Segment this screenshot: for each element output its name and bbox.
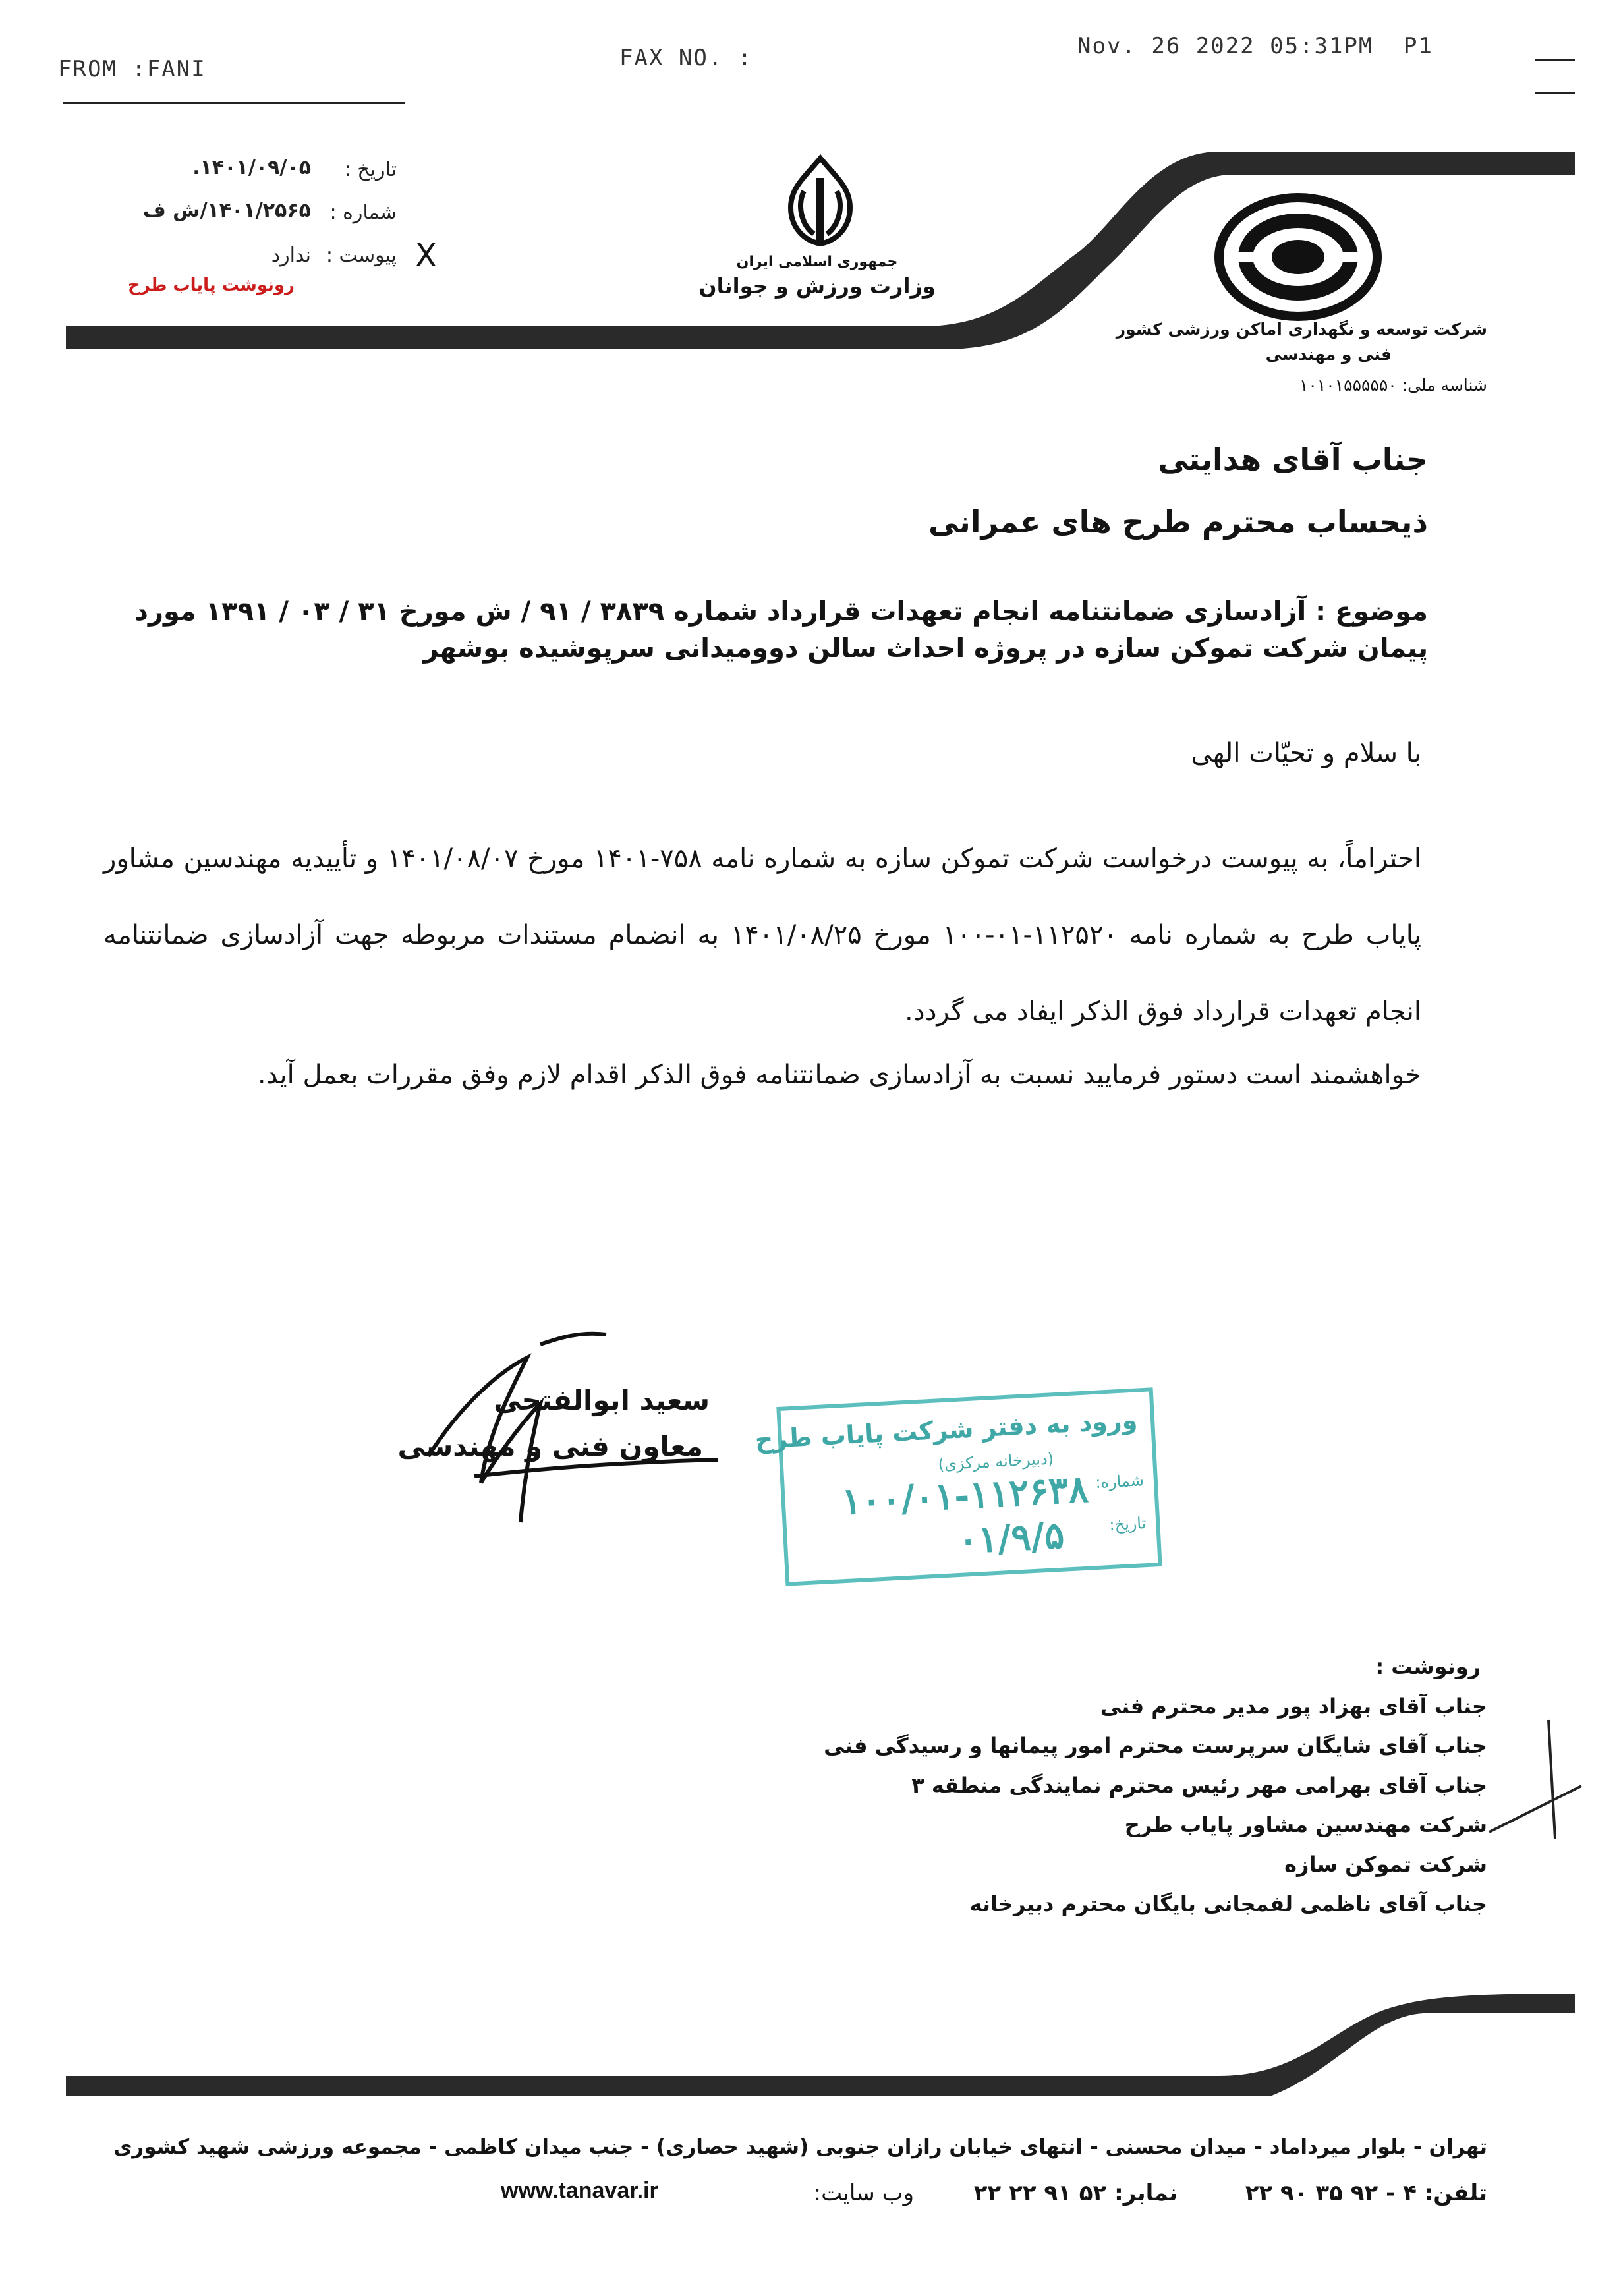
margin-mark — [1535, 92, 1575, 94]
footer-wave-band — [66, 1990, 1575, 2102]
margin-check-mark-icon — [1483, 1713, 1588, 1845]
number-label: شماره : — [329, 201, 397, 224]
stamp-title: ورود به دفتر شرکت پایاب طرح — [754, 1405, 1139, 1454]
date-label: تاریخ : — [344, 158, 397, 181]
cc-heading: رونوشت : — [1375, 1654, 1481, 1679]
ministry-line1: جمهوری اسلامی ایران — [736, 254, 898, 270]
signer-name: سعید ابوالفتحی — [494, 1384, 710, 1416]
copy-note: رونوشت پایاب طرح — [128, 275, 295, 295]
cc-item: شرکت تموکن سازه — [1284, 1852, 1487, 1877]
company-division: فنی و مهندسی — [1265, 345, 1392, 364]
footer-address: تهران - بلوار میرداماد - میدان محسنی - انتهای خیابان رازان جنوبی (شهید حصاری) - جنب میدان کاظمی - مجموعه ورزشی شهید کشوری — [113, 2135, 1487, 2159]
iran-emblem-icon — [768, 152, 873, 250]
cc-item: شرکت مهندسین مشاور پایاب طرح — [1124, 1812, 1487, 1837]
paragraph-request: خواهشمند است دستور فرمایید نسبت به آزادسازی ضمانتنامه فوق الذکر اقدام لازم وفق مقررات بعمل آید. — [257, 1060, 1421, 1090]
stamp-date-value: ۰۱/۹/۵ — [957, 1513, 1065, 1563]
addressee-title: ذیحساب محترم طرح های عمرانی — [928, 504, 1428, 540]
footer-phone: تلفن: ۴ - ۹۲ ۳۵ ۹۰ ۲۲ — [1245, 2180, 1487, 2206]
signer-title: معاون فنی و مهندسی — [397, 1430, 703, 1462]
cc-item: جناب آقای شایگان سرپرست محترم امور پیمانها و رسیدگی فنی — [824, 1733, 1487, 1758]
subject: موضوع : آزادسازی ضمانتنامه انجام تعهدات قرارداد شماره ۳۸۳۹ / ۹۱ / ش مورخ ۳۱ / ۰۳ / ۱۳۹۱ مورد پیمان شرکت تموکن سازه در پروژه احداث سالن دوومیدانی سرپوشیده بوشهر — [134, 596, 1428, 664]
paragraph-main: احتراماً، به پیوست درخواست شرکت تموکن سازه به شماره نامه ۷۵۸-۱۴۰۱ مورخ ۱۴۰۱/۰۸/۰۷ و تأییدیه مهندسین مشاور پایاب طرح به شماره نامه ۱۱۲۵۲۰-۰۱-۱۰۰ مورخ ۱۴۰۱/۰۸/۲۵ به انضمام مستندات مربوطه جهت آزادسازی ضمانتنامه انجام تعهدات قرارداد فوق الذکر ایفاد می گردد. — [103, 844, 1422, 1027]
handwritten-signature-icon — [389, 1318, 731, 1535]
x-mark: X — [415, 237, 437, 274]
margin-mark — [1535, 59, 1575, 61]
footer-fax: نمابر: ۵۲ ۹۱ ۲۲ ۲۲ — [973, 2180, 1178, 2206]
stamp-date-label: تاریخ: — [1108, 1514, 1147, 1534]
greeting: با سلام و تحیّات الهی — [1191, 738, 1421, 768]
company-logo-icon — [1212, 191, 1384, 323]
fax-number-label: FAX NO. : — [619, 45, 753, 71]
fax-page: P1 — [1404, 33, 1433, 59]
national-id: شناسه ملی: ۱۰۱۰۱۵۵۵۵۵۰ — [1299, 376, 1487, 395]
stamp-number-label: شماره: — [1094, 1471, 1145, 1492]
addressee: جناب آقای هدایتی — [1158, 442, 1428, 477]
date-value: .۱۴۰۱/۰۹/۰۵ — [192, 156, 311, 179]
cc-item: جناب آقای بهزاد پور مدیر محترم فنی — [1100, 1694, 1487, 1719]
footer-website-link[interactable]: www.tanavar.ir — [501, 2178, 658, 2203]
cc-item: جناب آقای بهرامی مهر رئیس محترم نمایندگی منطقه ۳ — [911, 1773, 1487, 1798]
attachment-value: ندارد — [271, 244, 311, 267]
company-name: شرکت توسعه و نگهداری اماکن ورزشی کشور — [1116, 320, 1487, 339]
number-value: ۱۴۰۱/۲۵۶۵/ش ف — [142, 199, 311, 222]
fax-from: FROM :FANI — [58, 56, 206, 82]
footer-website-label: وب سایت: — [813, 2180, 914, 2206]
cc-item: جناب آقای ناظمی لفمجانی بایگان محترم دبیرخانه — [969, 1891, 1487, 1916]
stamp-number-value: ۱۰۰/۰۱-۱۱۲۶۳۸ — [840, 1467, 1090, 1524]
attachment-label: پیوست : — [326, 244, 397, 267]
ministry-line2: وزارت ورزش و جوانان — [698, 273, 936, 299]
stamp-subtitle: (دبیرخانه مرکزی) — [937, 1449, 1054, 1474]
receipt-stamp — [754, 1387, 1162, 1586]
fax-timestamp: Nov. 26 2022 05:31PM — [1077, 33, 1374, 59]
fax-underline — [63, 102, 405, 104]
